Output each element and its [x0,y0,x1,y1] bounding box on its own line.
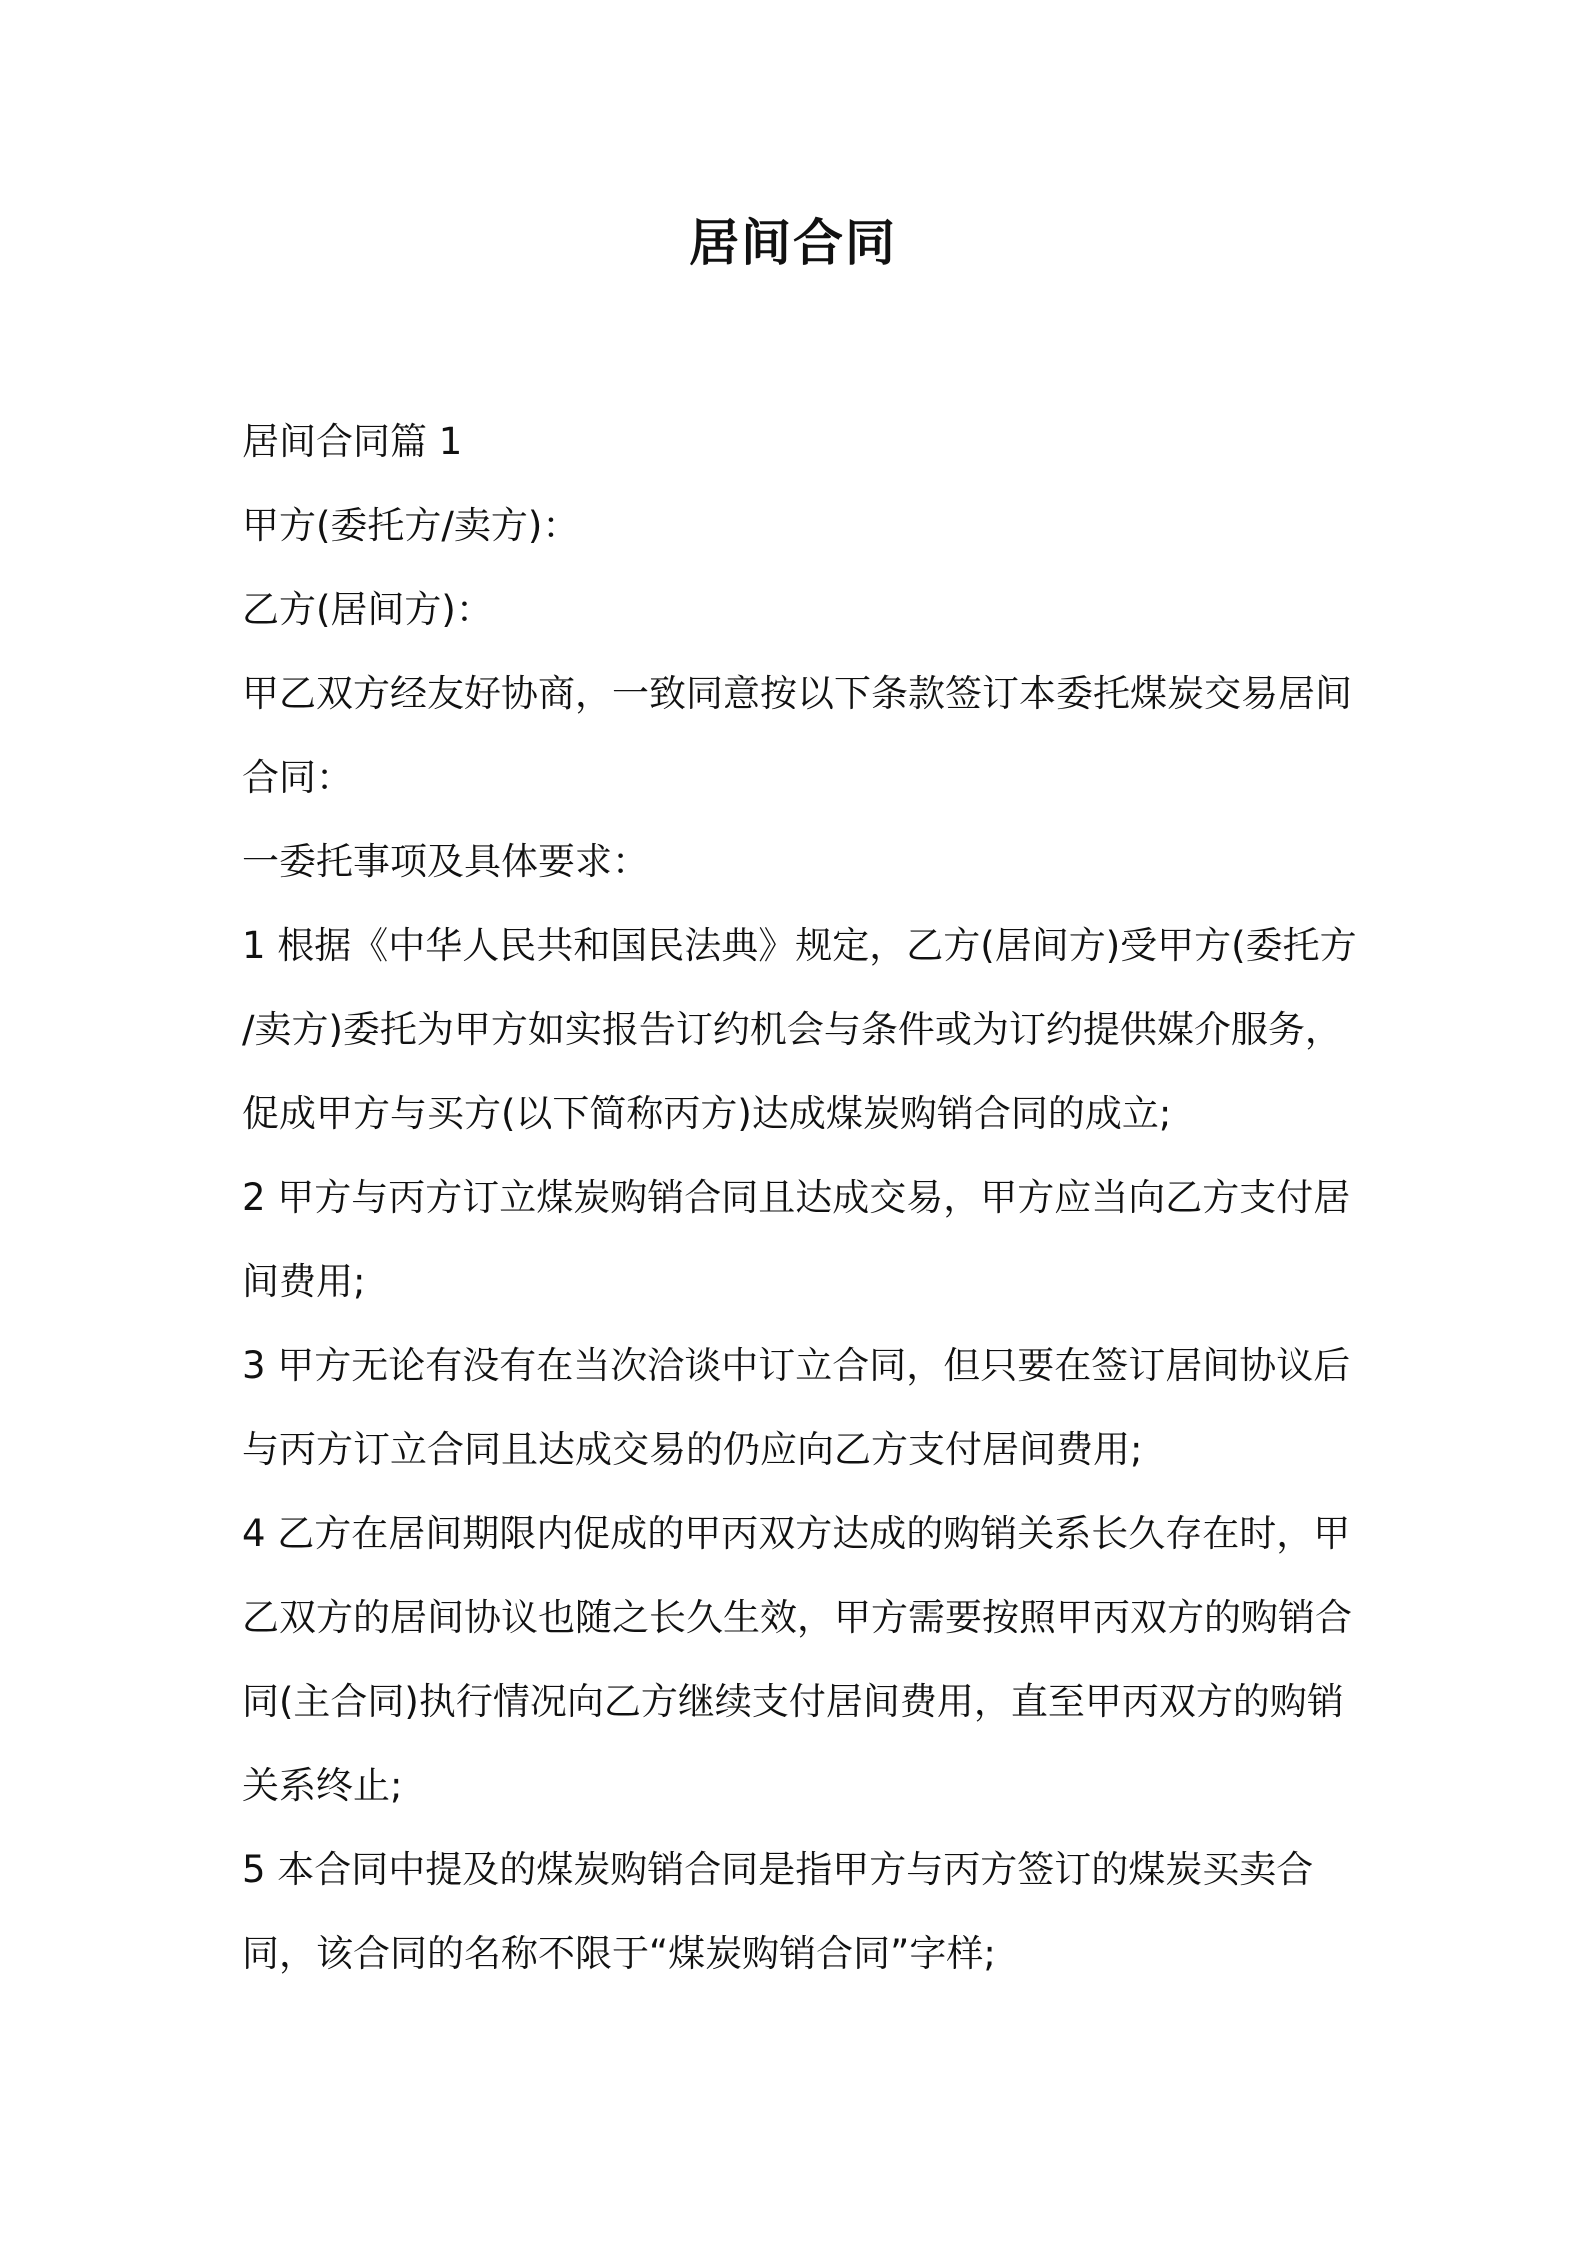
body-text-line: 合同： [242,756,353,799]
clause-line: 间费用; [242,1260,366,1303]
clause-line: 促成甲方与买方(以下简称丙方)达成煤炭购销合同的成立; [242,1092,1172,1135]
clause-line: 与丙方订立合同且达成交易的仍应向乙方支付居间费用; [242,1428,1143,1471]
body-text-line: 甲乙双方经友好协商，一致同意按以下条款签订本委托煤炭交易居间 [242,672,1352,715]
document-title: 居间合同 [689,214,897,272]
clause-line: /卖方)委托为甲方如实报告订约机会与条件或为订约提供媒介服务， [242,1008,1342,1051]
clause-line: 乙双方的居间协议也随之长久生效，甲方需要按照甲丙双方的购销合 [242,1596,1352,1639]
clause-line: 5 本合同中提及的煤炭购销合同是指甲方与丙方签订的煤炭买卖合 [242,1848,1314,1891]
party-b-line: 乙方(居间方)： [242,588,493,631]
clause-line: 1 根据《中华人民共和国民法典》规定，乙方(居间方)受甲方(委托方 [242,924,1357,967]
clause-line: 2 甲方与丙方订立煤炭购销合同且达成交易，甲方应当向乙方支付居 [242,1176,1351,1219]
clause-line: 同(主合同)执行情况向乙方继续支付居间费用，直至甲丙双方的购销 [242,1680,1344,1723]
section-heading: 居间合同篇 1 [242,420,463,463]
clause-line: 3 甲方无论有没有在当次洽谈中订立合同，但只要在签订居间协议后 [242,1344,1351,1387]
clause-line: 关系终止; [242,1764,403,1807]
party-a-line: 甲方(委托方/卖方)： [242,504,580,547]
clause-line: 同，该合同的名称不限于“煤炭购销合同”字样; [242,1932,996,1975]
subsection-heading: 一委托事项及具体要求： [242,840,649,883]
clause-line: 4 乙方在居间期限内促成的甲丙双方达成的购销关系长久存在时，甲 [242,1512,1351,1555]
document-body [242,400,1362,1996]
